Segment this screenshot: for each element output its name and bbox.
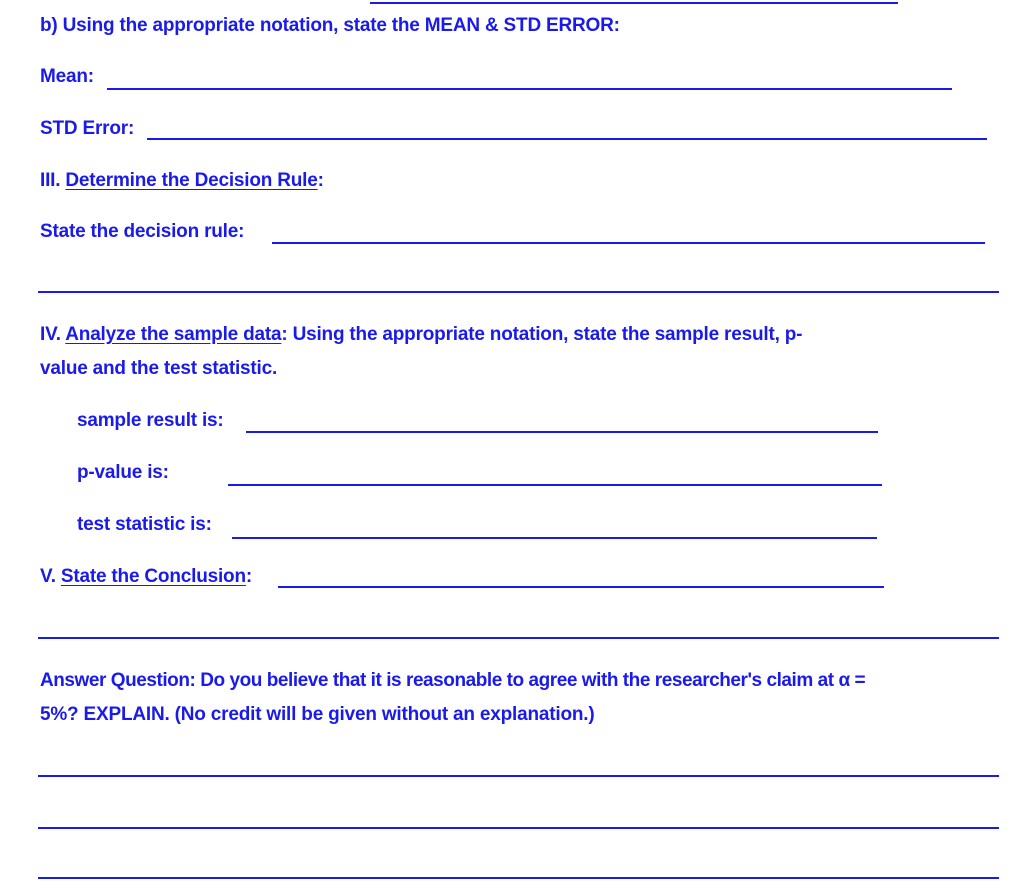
explanation-answer-line-2[interactable] [38,827,999,829]
section-5-title: State the Conclusion [60,566,246,587]
conclusion-answer-line[interactable] [278,586,884,588]
section-b-heading: b) Using the appropriate notation, state the MEAN & STD ERROR: [40,15,620,36]
sample-result-answer-line[interactable] [246,431,878,433]
std-error-label: STD Error: [40,118,135,139]
section-3-numeral: III. [40,170,66,191]
section-4-intro-line2: value and the test statistic. [40,358,278,379]
sample-result-label: sample result is: [77,410,224,431]
mean-answer-line[interactable] [107,88,952,90]
mean-label: Mean: [40,66,94,87]
section-4-numeral: IV. [40,324,66,345]
test-statistic-answer-line[interactable] [232,537,877,539]
test-statistic-label: test statistic is: [77,514,212,535]
decision-rule-answer-line[interactable] [272,242,985,244]
section-5-colon: : [245,566,252,587]
section-3-heading [40,170,324,192]
section-4-title: Analyze the sample data [65,324,282,345]
explanation-answer-line-1[interactable] [38,775,999,777]
conclusion-answer-line-2[interactable] [38,637,999,639]
decision-rule-answer-line-2[interactable] [38,291,999,293]
explanation-answer-line-3[interactable] [38,877,999,879]
p-value-answer-line[interactable] [228,484,882,486]
section-3-colon: : [317,170,324,191]
section-4-heading [40,324,802,346]
decision-rule-label: State the decision rule: [40,221,245,242]
section-4-intro: : Using the appropriate notation, state the sample result, p- [281,324,803,345]
section-5-heading [40,566,252,588]
p-value-label: p-value is: [77,462,169,483]
section-3-title: Determine the Decision Rule [65,170,318,191]
section-5-numeral: V. [40,566,61,587]
answer-question-line1: Answer Question: Do you believe that it is reasonable to agree with the researcher's claim at α = [40,670,866,691]
top-partial-rule [370,2,898,4]
answer-question-line2: 5%? EXPLAIN. (No credit will be given without an explanation.) [40,704,595,725]
std-error-answer-line[interactable] [147,138,987,140]
